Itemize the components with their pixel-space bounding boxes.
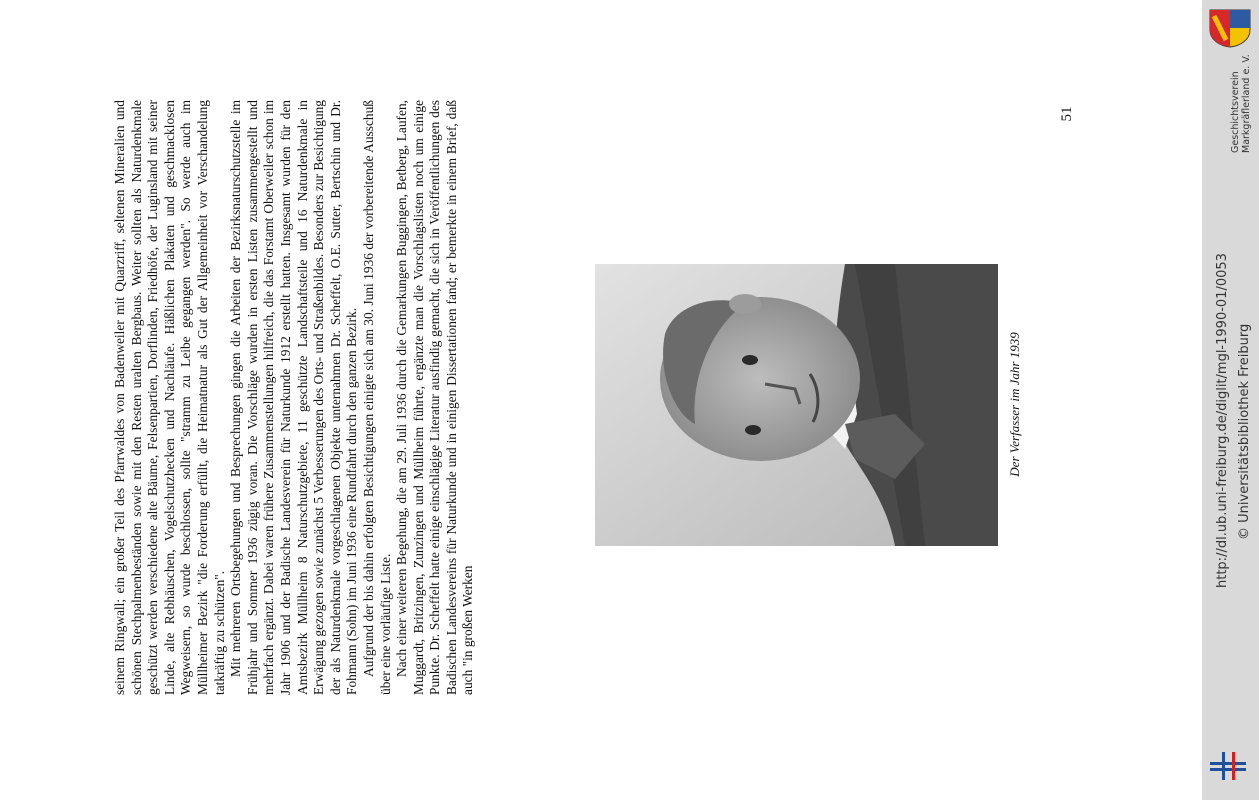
paragraph-4: Nach einer weiteren Begehung, die am 29. Juli 1936 durch die Gemarkungen Buggingen, Betberg, Laufen, Muggardt, Britzingen, Zunzingen und Müllheim führte, ergänzte man die Vorschlagslisten noch um einige Punkte. Dr. Scheffelt hatte einige einschlägige Literatur ausfindig gemacht, die sich in Veröffentlichungen des Badischen Landesvereins für Naturkunde und in einigen Dissertationen fand; er bemerkte in einem Brief, daß auch "in großen Werken bbox=[394, 100, 476, 695]
society-name-line2: Markgräflerland e. V. bbox=[1241, 54, 1252, 153]
paragraph-1: seinem Ringwall; ein großer Teil des Pfarrwaldes von Badenweiler mit Quarzriff, seltenen Mineralien und schönen Stechpalmenbeständen sowie mit den Resten uralten Bergbaus. Weiter sollten als Naturdenkmale geschützt werden verschiedene alte Bäume, Felsenpartien, Dorflinden, Friedhöfe, der Luginsland mit seiner Linde, alte Rebhäuschen, Vogelschutzhecken und Nachläufe. Häßlichen Plakaten und geschmacklosen Wegweisern, so wurde beschlossen, sollte "stramm zu Leibe gegangen werden". So werde auch im Müllheimer Bezirk "die Forderung erfüllt, die Heimatnatur als Gut der Allgemeinheit vor Verschandelung tatkräftig zu schützen". bbox=[112, 100, 227, 695]
paragraph-2: Mit mehreren Ortsbegehungen und Besprechungen gingen die Arbeiten der Bezirksnaturschutzstelle im Frühjahr und Sommer 1936 zügig voran. Die Vorschläge wurden in ersten Listen zusammengestellt und mehrfach ergänzt. Dabei waren frühere Zusammenstellungen hilfreich, die das Forstamt Oberweiler schon im Jahr 1906 und der Badische Landesverein für Naturkunde 1912 erstellt hatten. Insgesamt wurden für den Amtsbezirk Müllheim 8 Naturschutzgebiete, 11 geschützte Landschaftsteile und 16 Naturdenkmale in Erwägung gezogen sowie zunächst 5 Verbesserungen des Orts- und Straßenbildes. Besonders zur Besichtigung der als Naturdenkmale vorgeschlagenen Objekte unternahmen Dr. Scheffelt, O.E. Sutter, Bertschin und Dr. Fohmann (Sohn) im Juni 1936 eine Rundfahrt durch den ganzen Bezirk. bbox=[228, 100, 360, 695]
copyright-text: © Universitätsbibliothek Freiburg bbox=[1237, 323, 1252, 540]
article-text bbox=[112, 100, 570, 695]
page-number bbox=[1058, 102, 1076, 126]
society-crest-icon bbox=[1206, 8, 1254, 48]
university-library-logo-icon bbox=[1208, 748, 1248, 784]
paragraph-3: Aufgrund der bis dahin erfolgten Besichtigungen einigte sich am 30. Juni 1936 der vorbereitende Ausschuß über eine vorläufige Liste. bbox=[360, 100, 393, 695]
society-name-line1: Geschichtsverein bbox=[1230, 71, 1241, 153]
caption-text: Der Verfasser im Jahr 1939 bbox=[1007, 332, 1022, 477]
source-url-link[interactable]: http://dl.ub.uni-freiburg.de/diglit/mgl-1990-01/0053 bbox=[1215, 253, 1230, 588]
photo-caption bbox=[1006, 292, 1024, 517]
portrait-photo bbox=[595, 264, 998, 546]
page-number-text: 51 bbox=[1059, 106, 1075, 122]
